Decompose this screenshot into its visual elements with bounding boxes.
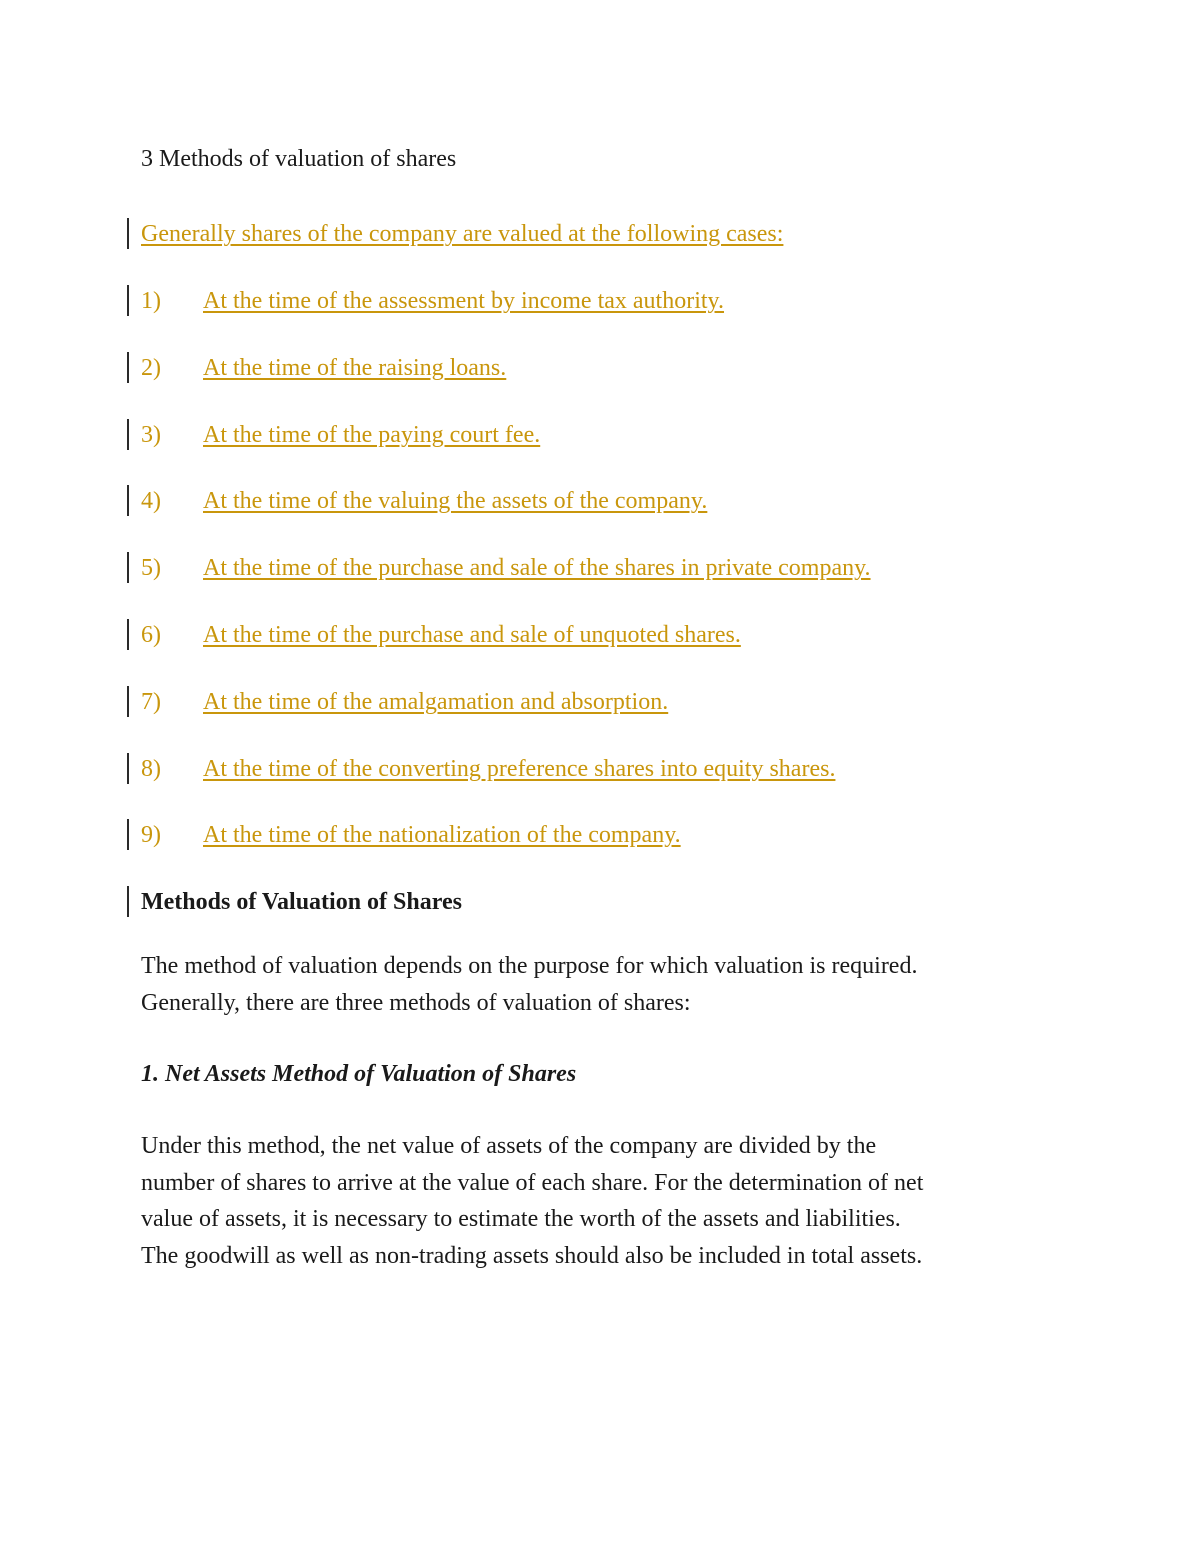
case-text: At the time of the valuing the assets of the company. xyxy=(203,488,708,514)
case-text: At the time of the raising loans. xyxy=(203,355,507,381)
case-number: 6) xyxy=(141,622,161,648)
change-bar xyxy=(127,552,129,583)
case-number: 3) xyxy=(141,422,161,448)
case-text: At the time of the amalgamation and absorption. xyxy=(203,689,669,715)
case-number: 7) xyxy=(141,689,161,715)
case-item xyxy=(141,352,506,384)
case-number: 5) xyxy=(141,555,161,581)
intro-text: Generally shares of the company are valued at the following cases: xyxy=(141,221,784,247)
case-item xyxy=(141,619,741,651)
paragraph-line: The method of valuation depends on the purpose for which valuation is required. xyxy=(141,953,918,979)
paragraph-line: value of assets, it is necessary to estimate the worth of the assets and liabilities. xyxy=(141,1206,901,1232)
case-number: 8) xyxy=(141,756,161,782)
case-number: 1) xyxy=(141,288,161,314)
subheading-net-assets: 1. Net Assets Method of Valuation of Shares xyxy=(141,1061,577,1087)
change-bar xyxy=(127,419,129,450)
change-bar xyxy=(127,619,129,650)
case-item xyxy=(141,485,707,517)
case-item xyxy=(141,285,724,317)
paragraph-line: The goodwill as well as non-trading assets should also be included in total assets. xyxy=(141,1242,923,1269)
change-bar xyxy=(127,285,129,316)
case-number: 4) xyxy=(141,488,161,514)
case-text: At the time of the purchase and sale of unquoted shares. xyxy=(203,622,741,648)
case-text: At the time of the paying court fee. xyxy=(203,422,541,448)
paragraph-purpose xyxy=(141,948,917,1021)
case-item xyxy=(141,686,668,718)
change-bar xyxy=(127,886,129,917)
change-bar xyxy=(127,819,129,850)
case-text: At the time of the converting preference shares into equity shares. xyxy=(203,756,836,782)
change-bar xyxy=(127,753,129,784)
case-number: 2) xyxy=(141,355,161,381)
paragraph-line: Under this method, the net value of assets of the company are divided by the xyxy=(141,1133,877,1159)
document-title: 3 Methods of valuation of shares xyxy=(141,146,457,172)
case-item xyxy=(141,753,835,785)
case-item xyxy=(141,819,681,851)
case-item xyxy=(141,419,540,451)
case-text: At the time of the purchase and sale of the shares in private company. xyxy=(203,555,871,581)
change-bar xyxy=(127,352,129,383)
paragraph-line: Generally, there are three methods of valuation of shares: xyxy=(141,989,691,1016)
case-item xyxy=(141,552,871,584)
change-bar xyxy=(127,218,129,249)
change-bar xyxy=(127,686,129,717)
section-heading: Methods of Valuation of Shares xyxy=(141,889,462,915)
paragraph-net-assets xyxy=(141,1128,923,1274)
case-number: 9) xyxy=(141,822,161,848)
paragraph-line: number of shares to arrive at the value of each share. For the determination of net xyxy=(141,1169,924,1196)
case-text: At the time of the assessment by income tax authority. xyxy=(203,288,724,314)
case-text: At the time of the nationalization of the company. xyxy=(203,822,681,848)
change-bar xyxy=(127,485,129,516)
